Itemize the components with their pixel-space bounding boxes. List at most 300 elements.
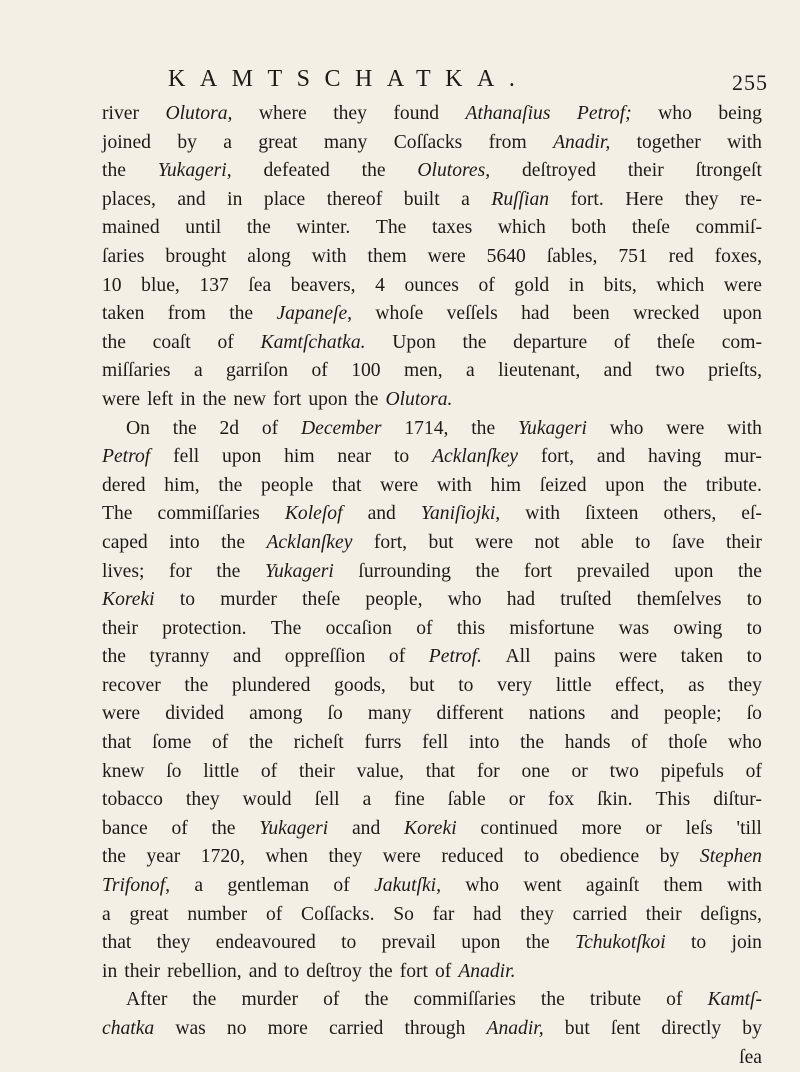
text-line [102, 500, 762, 529]
word: number [187, 903, 248, 925]
word: ounces [404, 274, 459, 296]
word: The [270, 617, 302, 639]
word: two [609, 760, 639, 782]
word: place [263, 188, 306, 210]
text-line [102, 843, 762, 872]
word: a [193, 360, 203, 382]
body-text [102, 100, 762, 1072]
word: for [169, 560, 192, 582]
word: to [746, 589, 762, 611]
word: their [627, 160, 664, 182]
word: of [434, 960, 452, 982]
word: or [508, 789, 526, 811]
word: 137 [199, 274, 229, 296]
italic-word: Acklanſkey [432, 446, 518, 468]
italic-word: Japaneſe, [276, 303, 353, 325]
word: were [102, 703, 141, 725]
word: from [488, 131, 527, 153]
word: upon [674, 560, 714, 582]
word: people, [365, 589, 423, 611]
italic-word: Koreki [102, 589, 155, 611]
italic-word: Anadir, [553, 131, 611, 153]
text-line [102, 700, 762, 729]
word: the [211, 817, 236, 839]
word: to [393, 446, 410, 468]
word: and [603, 360, 632, 382]
italic-word: Acklanſkey [266, 531, 353, 553]
word: would [242, 789, 292, 811]
word: the [184, 674, 209, 696]
text-line [102, 186, 762, 215]
word: pipefuls [660, 760, 724, 782]
word: to [341, 932, 357, 954]
text-line [102, 729, 762, 758]
word: were [723, 274, 762, 296]
word: near [337, 446, 372, 468]
word: eſ- [741, 503, 762, 525]
word: ſaries [102, 245, 145, 267]
word: and [610, 703, 639, 725]
text-line [102, 615, 762, 644]
word: a [223, 131, 232, 153]
text-line [102, 272, 762, 301]
word: who [658, 103, 692, 124]
word: murder [241, 989, 299, 1011]
word: people; [663, 703, 722, 725]
word: tribute. [705, 474, 762, 496]
word: commiſ- [695, 217, 762, 239]
word: 10 [102, 274, 122, 296]
word: them [367, 245, 407, 267]
word: to [284, 960, 300, 982]
word: far [432, 903, 455, 925]
word: went [523, 875, 562, 897]
italic-word: Jakutſki, [374, 875, 441, 897]
word: and [367, 503, 396, 525]
text-line [102, 357, 762, 386]
text-line [102, 472, 762, 501]
word: of [333, 875, 350, 897]
word: thoſe [668, 732, 708, 754]
italic-word: Olutora. [385, 388, 453, 410]
word: but [428, 531, 454, 553]
text-line [102, 558, 762, 587]
word: new [233, 388, 267, 410]
word: of [745, 760, 762, 782]
word: fell [422, 732, 449, 754]
word: with [436, 474, 472, 496]
word: theſe [302, 589, 341, 611]
word: among [249, 703, 303, 725]
word: to [746, 617, 762, 639]
word: men, [403, 360, 443, 382]
italic-word: Kamtſ- [707, 989, 762, 1011]
word: by [742, 1018, 762, 1039]
word: plundered [232, 674, 311, 696]
word: the [368, 960, 393, 982]
word: On [126, 417, 150, 439]
text-line [102, 443, 762, 472]
word: along [247, 245, 291, 267]
word: ſo [746, 703, 762, 725]
italic-word: Koleſof [284, 503, 343, 525]
word: as [688, 674, 705, 696]
italic-word: Anadir. [458, 960, 516, 982]
word: ſeized [539, 474, 587, 496]
word: ſea [739, 1046, 762, 1068]
word: to [690, 932, 707, 954]
word: prevail [381, 932, 436, 954]
word: and [232, 646, 262, 668]
word: the [172, 417, 197, 439]
italic-word: Stephen [699, 846, 762, 868]
italic-word: Petrof; [576, 103, 632, 124]
word: join [731, 932, 762, 954]
word: So [393, 903, 414, 925]
word: places, [102, 188, 156, 210]
word: they [328, 846, 363, 868]
word: diſtur- [713, 789, 762, 811]
italic-word: Yaniſiojki, [420, 503, 501, 525]
word: a [461, 188, 470, 210]
italic-word: Olutora, [165, 103, 233, 124]
word: deſtroyed [521, 160, 596, 182]
word: ſave [671, 531, 705, 553]
word: commiſſaries [413, 989, 516, 1011]
italic-word: Athanaſius [465, 103, 551, 124]
word: murder [220, 589, 277, 611]
word: tyranny [149, 646, 210, 668]
word: of [171, 817, 188, 839]
word: having [648, 446, 702, 468]
word: through [404, 1018, 466, 1039]
word: when [265, 846, 308, 868]
word: two [655, 360, 685, 382]
word: recover [102, 674, 161, 696]
word: a [466, 360, 475, 382]
word: by [177, 131, 197, 153]
word: the [192, 989, 217, 1011]
italic-word: Tchukotſkoi [574, 932, 666, 954]
text-line [102, 157, 762, 186]
word: prevailed [576, 560, 650, 582]
word: endeavoured [215, 932, 316, 954]
word: the [354, 388, 379, 410]
word: fort. [570, 188, 604, 210]
word: of [323, 989, 340, 1011]
text-line [102, 1015, 762, 1044]
word: many [323, 131, 368, 153]
word: ſo [327, 703, 343, 725]
word: the [216, 560, 241, 582]
word: the [364, 989, 389, 1011]
word: richeſt [293, 732, 344, 754]
word: them [663, 875, 703, 897]
word: their [124, 960, 161, 982]
word: occaſion [325, 617, 392, 639]
word: who [465, 875, 500, 897]
word: from [167, 303, 206, 325]
word: truſted [560, 589, 612, 611]
word: upon [461, 932, 501, 954]
word: misfortune [509, 617, 595, 639]
word: deſtroy [306, 960, 362, 982]
word: able [581, 531, 614, 553]
italic-word: Yukageri [264, 560, 334, 582]
word: the [540, 989, 565, 1011]
word: river [102, 103, 139, 124]
word: continued [480, 817, 558, 839]
word: by [659, 846, 680, 868]
word: oppreſſion [284, 646, 366, 668]
word: prieſts, [708, 360, 762, 382]
word: com- [721, 331, 762, 353]
word: the [202, 388, 227, 410]
word: in [227, 188, 243, 210]
word: their [725, 531, 762, 553]
word: of [388, 646, 406, 668]
word: obedience [559, 846, 640, 868]
word: wrecked [633, 303, 700, 325]
text-line [102, 415, 762, 444]
word: of [478, 274, 495, 296]
word: 2d [219, 417, 240, 439]
word: more [267, 1018, 308, 1039]
word: many [367, 703, 412, 725]
text-line [102, 872, 762, 901]
word: little [203, 760, 240, 782]
word: 1714, [404, 417, 449, 439]
text-line [102, 214, 762, 243]
italic-word: Yukageri, [157, 160, 232, 182]
word: themſelves [636, 589, 722, 611]
word: or [645, 817, 662, 839]
word: re- [740, 188, 762, 210]
word: Coſſacks [393, 131, 463, 153]
word: found [393, 103, 440, 124]
word: to [179, 589, 196, 611]
word: After [126, 989, 168, 1011]
word: value, [356, 760, 404, 782]
word: of [217, 331, 234, 353]
word: 4 [375, 274, 385, 296]
word: tobacco [102, 789, 163, 811]
word: mained [102, 217, 160, 239]
text-line [102, 386, 762, 415]
word: fort [273, 388, 302, 410]
word: and [177, 188, 206, 210]
word: people [261, 474, 314, 496]
word: with [311, 245, 347, 267]
word: ſkin. [597, 789, 633, 811]
word: more [581, 817, 622, 839]
word: fort, [540, 446, 575, 468]
word: of [211, 732, 229, 754]
word: of [265, 903, 283, 925]
word: that [332, 474, 362, 496]
italic-word: Trifonof, [102, 875, 171, 897]
word: for [476, 760, 500, 782]
word: in [180, 388, 196, 410]
word: commiſſaries [157, 503, 260, 525]
word: were [382, 846, 421, 868]
italic-word: Yukageri [259, 817, 329, 839]
word: the [102, 846, 126, 868]
word: great [129, 903, 169, 925]
word: with [727, 875, 762, 897]
word: fox [548, 789, 575, 811]
word: gentleman [227, 875, 310, 897]
word: one [521, 760, 550, 782]
text-line [102, 786, 762, 815]
word: him [490, 474, 522, 496]
word: in [102, 960, 118, 982]
text-line [102, 243, 762, 272]
word: 'till [736, 817, 762, 839]
word: they [185, 789, 220, 811]
word: dered [102, 474, 146, 496]
word: gold [514, 274, 550, 296]
running-head: KAMTSCHATKA. [168, 66, 530, 92]
word: the [102, 646, 126, 668]
word: fine [394, 789, 425, 811]
italic-word: Koreki [404, 817, 457, 839]
word: departure [513, 331, 588, 353]
word: that [102, 732, 132, 754]
word: to [635, 531, 651, 553]
word: not [534, 531, 560, 553]
word: hands [564, 732, 611, 754]
word: ſtrongeſt [695, 160, 762, 182]
word: lives; [102, 560, 145, 582]
word: divided [165, 703, 224, 725]
word: left [147, 388, 174, 410]
word: different [436, 703, 504, 725]
word: thereof [326, 188, 383, 210]
word: veſſels [446, 303, 498, 325]
word: joined [102, 131, 151, 153]
word: a [194, 875, 204, 897]
word: together [636, 131, 701, 153]
word: leſs [685, 817, 713, 839]
word: lieutenant, [498, 360, 581, 382]
word: the [249, 732, 273, 754]
word: protection. [162, 617, 247, 639]
word: Here [625, 188, 664, 210]
word: their [102, 617, 138, 639]
word: who [728, 732, 762, 754]
word: the [525, 932, 550, 954]
word: a [362, 789, 372, 811]
word: againſt [585, 875, 640, 897]
word: rebellion, [167, 960, 242, 982]
word: to [458, 674, 474, 696]
word: taken [102, 303, 145, 325]
word: the [229, 303, 254, 325]
word: had [521, 303, 550, 325]
word: 5640 [486, 245, 526, 267]
word: upon [308, 388, 348, 410]
word: was [618, 617, 650, 639]
word: ſea [248, 274, 272, 296]
word: were [619, 646, 658, 668]
word: the [102, 160, 126, 182]
word: which [656, 274, 705, 296]
word: upon [722, 303, 762, 325]
word: ſables, [546, 245, 598, 267]
italic-word: Petrof [102, 446, 151, 468]
word: who [609, 417, 644, 439]
word: ſo [166, 760, 182, 782]
text-line [102, 329, 762, 358]
word: whoſe [375, 303, 424, 325]
word: no [226, 1018, 247, 1039]
word: to [746, 646, 762, 668]
word: where [258, 103, 307, 124]
word: which [497, 217, 546, 239]
word: both [571, 217, 607, 239]
word: the [221, 531, 246, 553]
word: their [298, 760, 335, 782]
word: in [568, 274, 585, 296]
word: of [631, 732, 648, 754]
text-line [102, 929, 762, 958]
word: had [506, 589, 536, 611]
word: winter. [296, 217, 351, 239]
word: carried [572, 903, 628, 925]
catchword-line [102, 1044, 762, 1072]
word: were [666, 417, 705, 439]
word: goods, [334, 674, 386, 696]
page-number: 255 [732, 70, 768, 95]
word: but [409, 674, 435, 696]
word: theſe [656, 331, 695, 353]
word: beavers, [290, 274, 356, 296]
word: into [468, 732, 500, 754]
text-line [102, 643, 762, 672]
word: the [361, 160, 386, 182]
word: knew [102, 760, 145, 782]
word: tribute [589, 989, 642, 1011]
word: they [156, 932, 191, 954]
word: they [520, 903, 554, 925]
word: garriſon [226, 360, 289, 382]
word: fort [399, 960, 428, 982]
word: the [246, 217, 271, 239]
word: the [475, 560, 500, 582]
word: had [473, 903, 502, 925]
word: miſſaries [102, 360, 171, 382]
word: or [571, 760, 588, 782]
word: until [185, 217, 222, 239]
word: owing [673, 617, 723, 639]
word: of [261, 417, 279, 439]
word: ſable [447, 789, 486, 811]
word: caped [102, 531, 148, 553]
word: of [416, 617, 433, 639]
word: and [596, 446, 626, 468]
word: deſigns, [700, 903, 762, 925]
word: coaſt [152, 331, 191, 353]
text-line [102, 300, 762, 329]
word: but [564, 1018, 590, 1039]
text-line [102, 586, 762, 615]
italic-word: Olutores, [417, 160, 491, 182]
text-line [102, 100, 762, 129]
word: the [737, 560, 762, 582]
word: the [102, 331, 126, 353]
word: were [475, 531, 514, 553]
